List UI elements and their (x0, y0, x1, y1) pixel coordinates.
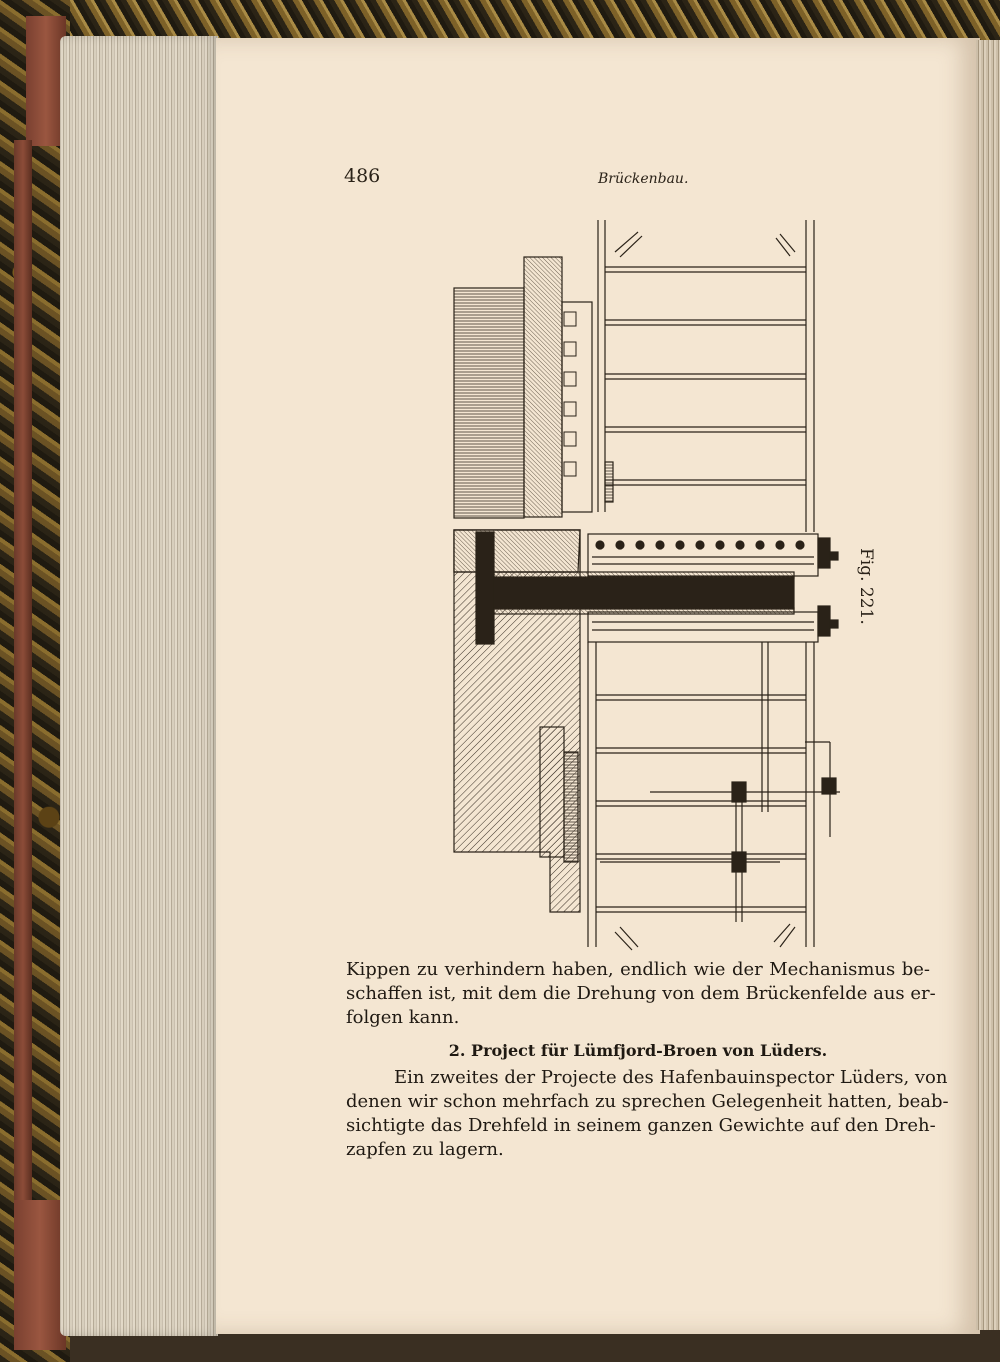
paragraph-1-line-3: folgen kann. (346, 1007, 460, 1028)
engineering-figure (450, 212, 870, 957)
paragraph-1-line-2: schaffen ist, mit dem die Drehung von dem Brückenfelde aus er- (346, 983, 936, 1004)
paragraph-2 (346, 1066, 949, 1162)
paragraph-1-line-1: Kippen zu verhindern haben, endlich wie der Mechanismus be- (346, 959, 930, 980)
paragraph-2-line-2: denen wir schon mehrfach zu sprechen Gelegenheit hatten, beab- (346, 1091, 949, 1112)
page-right-edge (976, 40, 1000, 1330)
page-edges (60, 36, 218, 1336)
section-heading: 2. Project für Lümfjord-Broen von Lüders. (448, 1041, 828, 1060)
book-spine-bottom (14, 1200, 66, 1350)
figure-caption: Fig. 221. (856, 548, 876, 625)
paragraph-2-line-4: zapfen zu lagern. (346, 1139, 504, 1160)
page-number: 486 (344, 165, 381, 187)
paragraph-2-line-3: sichtigte das Drehfeld in seinem ganzen Gewichte auf den Dreh- (346, 1115, 936, 1136)
running-head: Brückenbau. (598, 171, 689, 187)
book-spine (14, 140, 32, 1200)
paragraph-2-line-1: Ein zweites der Projecte des Hafenbauinspector Lüders, von (394, 1067, 948, 1088)
paragraph-1 (346, 958, 936, 1030)
